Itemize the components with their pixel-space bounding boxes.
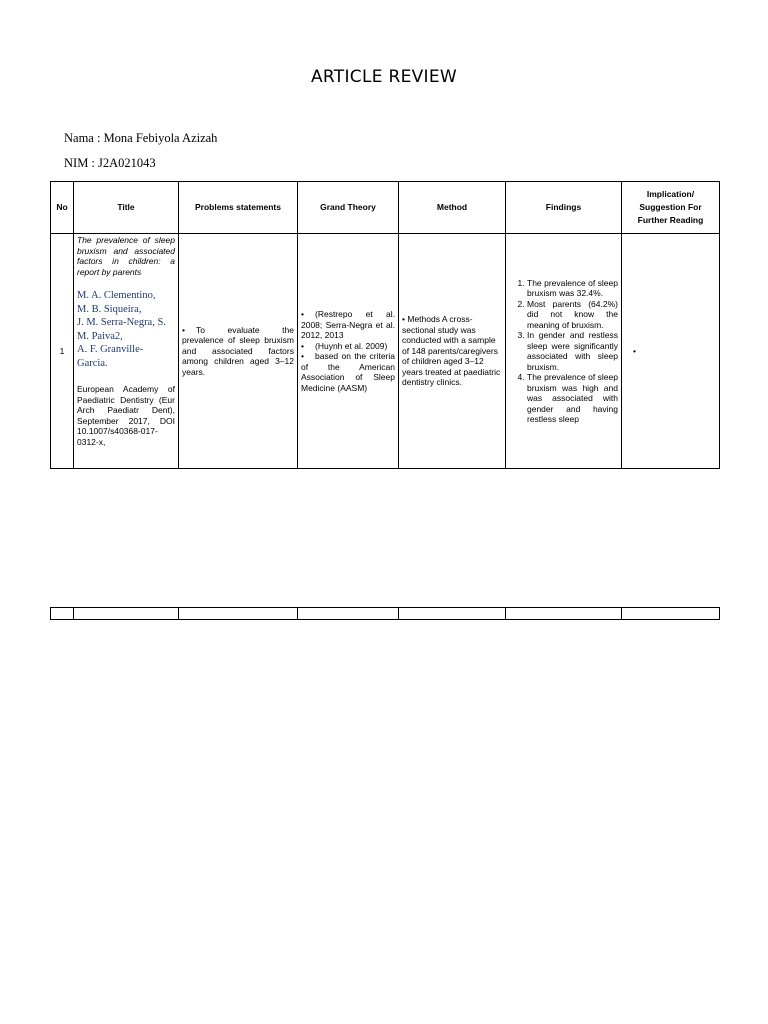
bullet-icon: • xyxy=(301,309,304,319)
empty-cell xyxy=(51,608,74,620)
author-line: Garcia. xyxy=(77,357,108,369)
finding-item: 2. Most parents (64.2%) did not know the meaning of bruxism. xyxy=(527,299,618,331)
method-text: Methods A cross-sectional study was conducted with a sample of 148 parents/caregivers of children aged 3–12 years treated at paediatric dentistry clinics. xyxy=(402,314,501,388)
header-title: Title xyxy=(74,182,179,234)
author-line: M. Paiva2, xyxy=(77,330,123,342)
findings-list xyxy=(509,278,618,425)
empty-cell xyxy=(298,608,399,620)
author-line: M. A. Clementino, xyxy=(77,290,156,301)
table-header-row xyxy=(51,182,720,234)
theory-item: • (Restrepo et al. 2008; Serra-Negra et al. 2012, 2013 xyxy=(301,309,395,340)
article-title: The prevalence of sleep bruxism and associated factors in children: a report by parents xyxy=(77,235,175,277)
title-cell xyxy=(74,234,179,469)
header-problems: Problems statements xyxy=(179,182,298,234)
empty-table-row xyxy=(50,607,720,620)
problems-cell xyxy=(179,234,298,469)
author-line: J. M. Serra-Negra, S. xyxy=(77,317,166,328)
theory-item: • based on the criteria of the American Association of Sleep Medicine (AASM) xyxy=(301,351,395,393)
theory-item: • (Huynh et al. 2009) xyxy=(301,340,388,351)
finding-item: 1. The prevalence of sleep bruxism was 32.4%. xyxy=(527,278,618,299)
author-list xyxy=(77,289,175,370)
header-implication: Implication/ Suggestion For Further Reading xyxy=(622,182,720,234)
bullet-icon: • xyxy=(402,314,405,325)
finding-item: 4. The prevalence of sleep bruxism was high and was associated with gender and having restless sleep xyxy=(527,372,618,425)
empty-cell xyxy=(622,608,720,620)
bullet-icon: • xyxy=(633,345,636,356)
bullet-icon: • xyxy=(301,340,304,351)
author-line: A. F. Granville- xyxy=(77,344,144,355)
student-nim: NIM : J2A021043 xyxy=(64,156,156,170)
student-name: Nama : Mona Febiyola Azizah xyxy=(64,131,218,145)
empty-cell xyxy=(506,608,622,620)
row-number: 1 xyxy=(51,234,74,469)
author-line: M. B. Siqueira, xyxy=(77,303,142,315)
bullet-icon: • xyxy=(182,324,185,335)
findings-cell xyxy=(506,234,622,469)
finding-item: 3. In gender and restless sleep were significantly associated with sleep bruxism. xyxy=(527,330,618,372)
empty-cell xyxy=(399,608,506,620)
implication-cell xyxy=(622,234,720,469)
method-cell xyxy=(399,234,506,469)
header-method: Method xyxy=(399,182,506,234)
header-findings: Findings xyxy=(506,182,622,234)
header-no: No xyxy=(51,182,74,234)
problem-statement: To evaluate the prevalence of sleep bruxism and associated factors among children aged 3–12 years. xyxy=(182,324,294,377)
page-title: ARTICLE REVIEW xyxy=(310,67,458,87)
review-table xyxy=(50,181,720,469)
grand-theory-cell xyxy=(298,234,399,469)
table-row xyxy=(51,608,720,620)
journal-info: European Academy of Paediatric Dentistry (Eur Arch Paediatr Dent), September 2017, DOI 10.1007/s40368-017-0312-x, xyxy=(77,384,175,447)
header-grand-theory: Grand Theory xyxy=(298,182,399,234)
empty-cell xyxy=(179,608,298,620)
bullet-icon: • xyxy=(301,351,304,361)
empty-cell xyxy=(74,608,179,620)
table-row xyxy=(51,234,720,469)
